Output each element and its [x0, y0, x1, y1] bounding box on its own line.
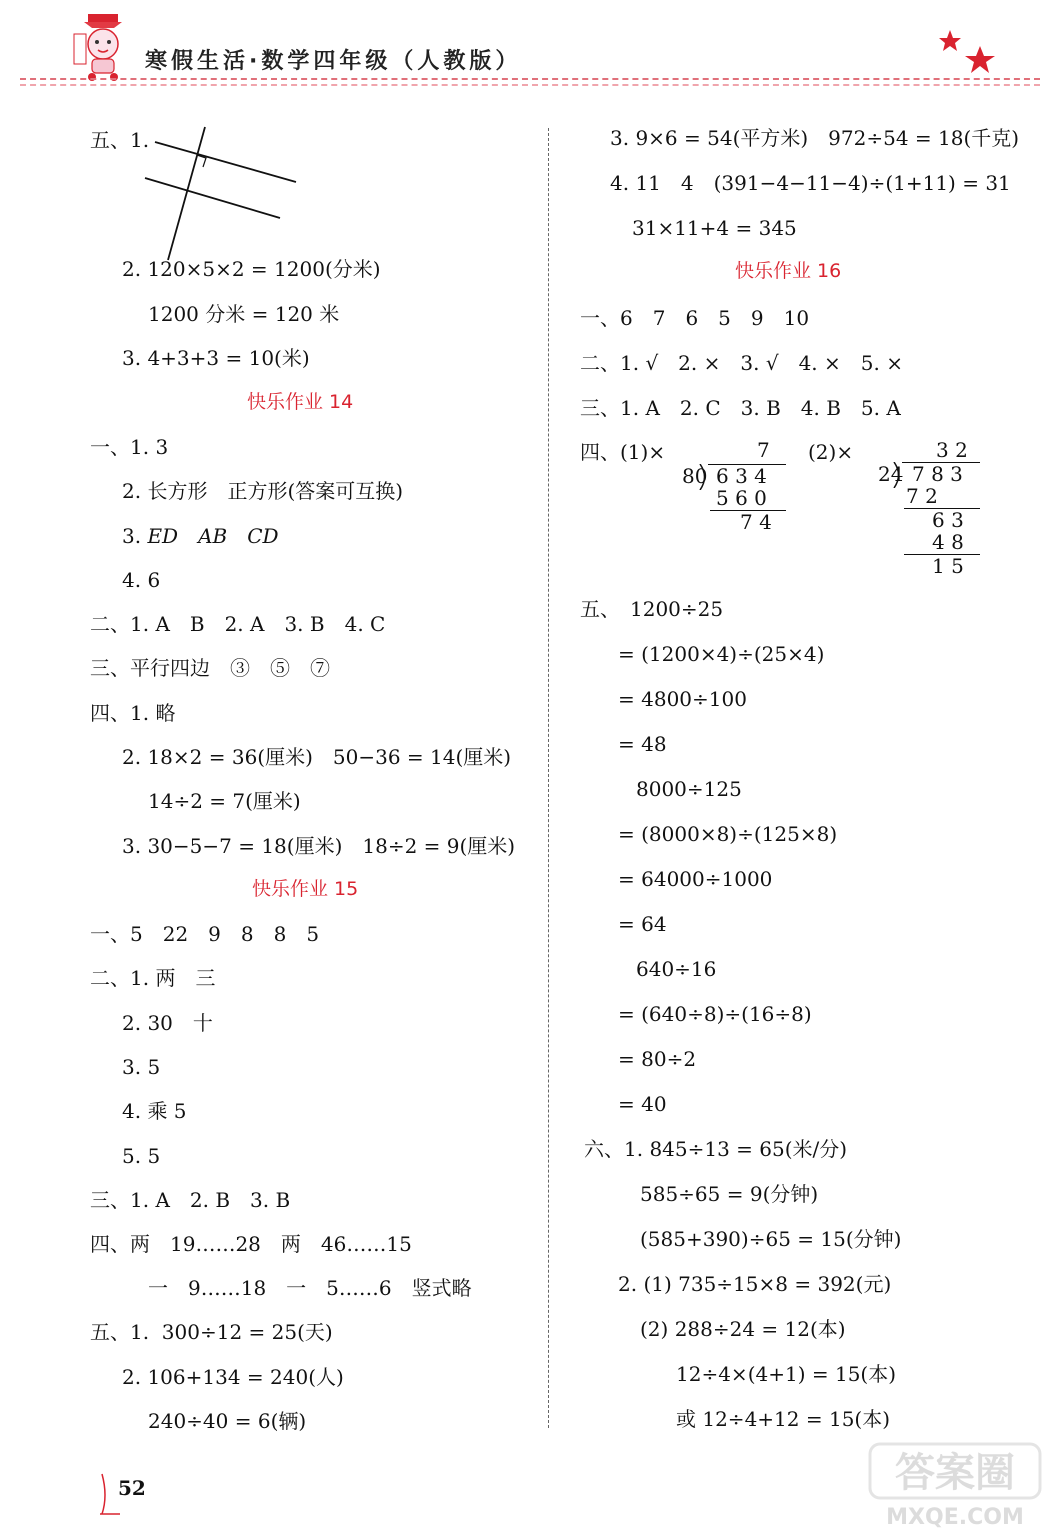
answer-line: 240÷40 = 6(辆): [148, 1409, 307, 1433]
answer-line: 3. 5: [122, 1055, 161, 1079]
header-divider-2: [20, 84, 1040, 86]
product: 4 8: [932, 530, 964, 554]
divisor: 80: [682, 464, 708, 488]
answer-line: 4. 乘 5: [122, 1099, 187, 1123]
parallel-lines-figure: [140, 122, 305, 264]
answer-line: 12÷4×(4+1) = 15(本): [676, 1362, 897, 1386]
answer-number: 3.: [122, 524, 148, 548]
section-title: 快乐作业 15: [252, 878, 359, 900]
watermark-url: MXQE.COM: [886, 1505, 1024, 1530]
answer-line: 2. 长方形 正方形(答案可互换): [122, 479, 404, 503]
page-number: 52: [118, 1476, 146, 1500]
answer-line: 3. 4+3+3 = 10(米): [122, 346, 310, 370]
column-divider: [548, 128, 549, 1428]
quotient: 3 2: [936, 438, 968, 462]
answer-line: 4. 6: [122, 568, 161, 592]
answer-line: 二、1. √ 2. × 3. √ 4. × 5. ×: [580, 351, 903, 375]
section-title: 快乐作业 16: [735, 260, 842, 282]
answer-line: 2. 18×2 = 36(厘米) 50−36 = 14(厘米): [122, 745, 512, 769]
answer-line: 三、平行四边 ③ ⑤ ⑦: [90, 656, 330, 680]
divisor: 24: [878, 462, 904, 486]
answer-line: 3. 30−5−7 = 18(厘米) 18÷2 = 9(厘米): [122, 834, 516, 858]
header-divider: [20, 78, 1040, 80]
remainder: 6 3: [932, 508, 964, 532]
remainder: 7 4: [740, 510, 772, 534]
answer-line: 二、1. A B 2. A 3. B 4. C: [90, 612, 386, 636]
answer-line: 一 9……18 一 5……6 竖式略: [148, 1276, 472, 1300]
answer-line: 1200 分米 = 120 米: [148, 302, 340, 326]
answer-line: 640÷16: [636, 957, 717, 981]
mascot-icon: [70, 10, 140, 82]
remainder: 1 5: [932, 554, 964, 578]
answer-line: 2. 30 十: [122, 1011, 213, 1035]
answer-line: 8000÷125: [636, 777, 742, 801]
answer-line: 2. (1) 735÷15×8 = 392(元): [618, 1272, 892, 1296]
long-division-2: [876, 438, 986, 583]
header-title: 寒假生活·数学四年级（人教版）: [145, 49, 522, 74]
answer-line: = 40: [618, 1092, 667, 1116]
answer-line: = (640÷8)÷(16÷8): [618, 1002, 812, 1026]
answer-line: 2. 106+134 = 240(人): [122, 1365, 344, 1389]
section-title: 快乐作业 14: [247, 391, 354, 413]
answer-italic: ED AB CD: [147, 524, 279, 548]
long-division-1: [680, 438, 800, 533]
answer-line: 14÷2 = 7(厘米): [148, 789, 301, 813]
answer-line: 一、1. 3: [90, 435, 169, 459]
watermark-logo: [850, 1440, 1050, 1530]
answer-line: = 80÷2: [618, 1047, 697, 1071]
answer-line: 或 12÷4+12 = 15(本): [676, 1407, 891, 1431]
answer-line: 三、1. A 2. B 3. B: [90, 1188, 291, 1212]
answer-line: 五、1.: [90, 128, 150, 152]
answer-line: (2) 288÷24 = 12(本): [640, 1317, 846, 1341]
answer-line: 5. 5: [122, 1144, 161, 1168]
answer-line: = (8000×8)÷(125×8): [618, 822, 838, 846]
answer-line: 五、 1200÷25: [580, 597, 724, 621]
product: 7 2: [906, 484, 938, 508]
product: 5 6 0: [716, 486, 767, 510]
answer-line: 六、1. 845÷13 = 65(米/分): [584, 1137, 848, 1161]
answer-line: 一、6 7 6 5 9 10: [580, 306, 810, 330]
answer-line: 2. 120×5×2 = 1200(分米): [122, 257, 381, 281]
answer-line: 四、1. 略: [90, 701, 176, 725]
dividend: 7 8 3: [912, 462, 963, 486]
answer-line: 三、1. A 2. C 3. B 4. B 5. A: [580, 396, 901, 420]
answer-line: 五、1. 300÷12 = 25(天): [90, 1320, 333, 1344]
watermark-text: 答案圈: [895, 1450, 1015, 1496]
stars-icon: [935, 28, 1005, 78]
answer-line: 四、两 19……28 两 46……15: [90, 1232, 412, 1256]
answer-line: = 4800÷100: [618, 687, 747, 711]
answer-line: 二、1. 两 三: [90, 966, 216, 990]
answer-line: 3. 9×6 = 54(平方米) 972÷54 = 18(千克): [610, 126, 1020, 150]
quotient: 7: [757, 438, 770, 462]
answer-line: (2)×: [808, 440, 854, 464]
dividend: 6 3 4: [716, 464, 767, 488]
answer-line: = 64: [618, 912, 667, 936]
answer-line: = 48: [618, 732, 667, 756]
answer-line: 31×11+4 = 345: [632, 216, 797, 240]
answer-line: 一、5 22 9 8 8 5: [90, 922, 320, 946]
page-header: [0, 0, 1058, 95]
answer-line: (585+390)÷65 = 15(分钟): [640, 1227, 902, 1251]
answer-line: 585÷65 = 9(分钟): [640, 1182, 819, 1206]
answer-line: [122, 524, 279, 548]
answer-line: 四、(1)×: [580, 440, 666, 464]
answer-line: = (1200×4)÷(25×4): [618, 642, 825, 666]
answer-line: = 64000÷1000: [618, 867, 773, 891]
answer-line: 4. 11 4 (391−4−11−4)÷(1+11) = 31: [610, 171, 1011, 195]
